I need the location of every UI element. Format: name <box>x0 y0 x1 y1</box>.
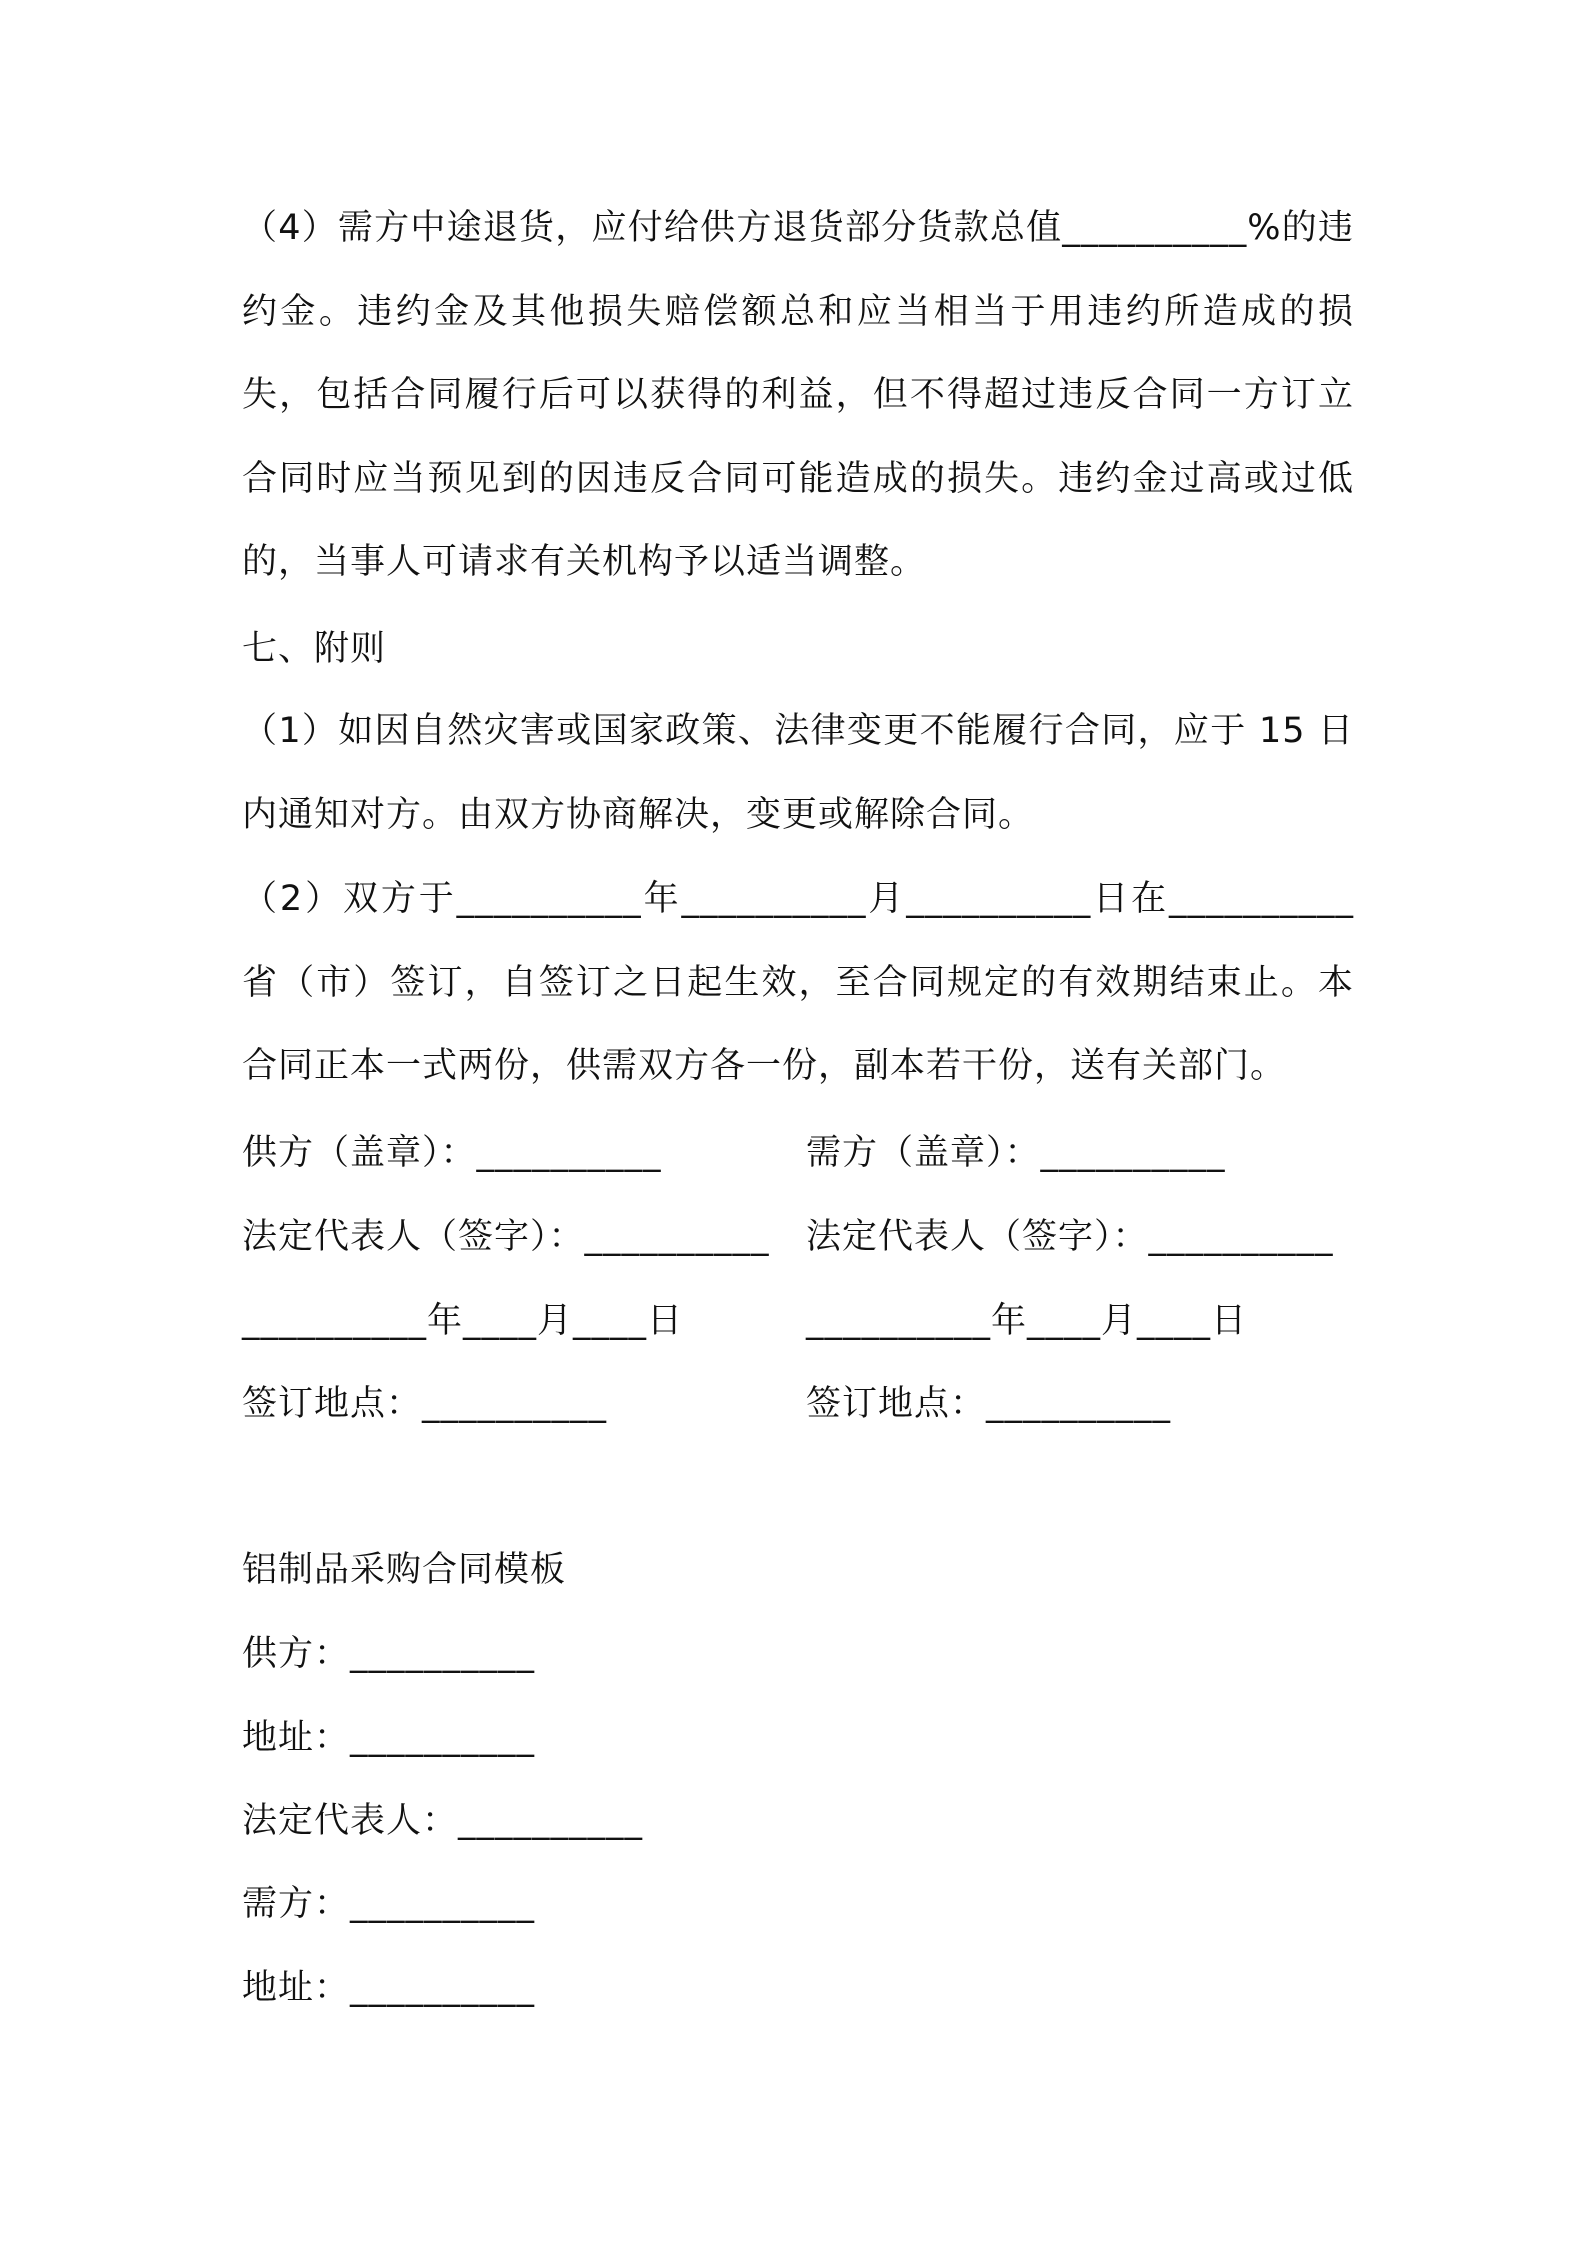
buyer-date-field: __________年____月____日 <box>806 1301 1248 1341</box>
supplier-date-field: __________年____月____日 <box>242 1301 684 1341</box>
buyer-seal-field: 需方（盖章）：__________ <box>806 1133 1226 1173</box>
buyer-rep-field: 法定代表人（签字）：__________ <box>806 1217 1334 1257</box>
supplier-seal-field: 供方（盖章）：__________ <box>242 1133 662 1173</box>
template-title: 铝制品采购合同模板 <box>242 1550 567 1590</box>
section-7-heading: 七、附则 <box>242 629 387 669</box>
clause-7-1-paragraph: （1）如因自然灾害或国家政策、法律变更不能履行合同，应于 15 日内通知对方。由双方协商解决，变更或解除合同。 <box>242 711 1354 835</box>
template-supplier-field: 供方：__________ <box>242 1634 536 1674</box>
template-supplier-address-field: 地址：__________ <box>242 1718 536 1758</box>
buyer-place-field: 签订地点：__________ <box>806 1384 1172 1424</box>
clause-7-2-paragraph: （2）双方于__________年__________月__________日在__________省（市）签订，自签订之日起生效，至合同规定的有效期结束止。本合同正本一式两份，供需双方各一份，副本若干份，送有关部门。 <box>242 879 1354 1086</box>
template-legal-rep-field: 法定代表人：__________ <box>242 1801 644 1841</box>
supplier-place-field: 签订地点：__________ <box>242 1384 608 1424</box>
template-buyer-field: 需方：__________ <box>242 1884 536 1924</box>
supplier-rep-field: 法定代表人（签字）：__________ <box>242 1217 770 1257</box>
template-buyer-address-field: 地址：__________ <box>242 1968 536 2008</box>
clause-6-4-paragraph: （4）需方中途退货，应付给供方退货部分货款总值__________%的违约金。违约金及其他损失赔偿额总和应当相当于用违约所造成的损失，包括合同履行后可以获得的利益，但不得超过违反合同一方订立合同时应当预见到的因违反合同可能造成的损失。违约金过高或过低的，当事人可请求有关机构予以适当调整。 <box>242 208 1354 582</box>
